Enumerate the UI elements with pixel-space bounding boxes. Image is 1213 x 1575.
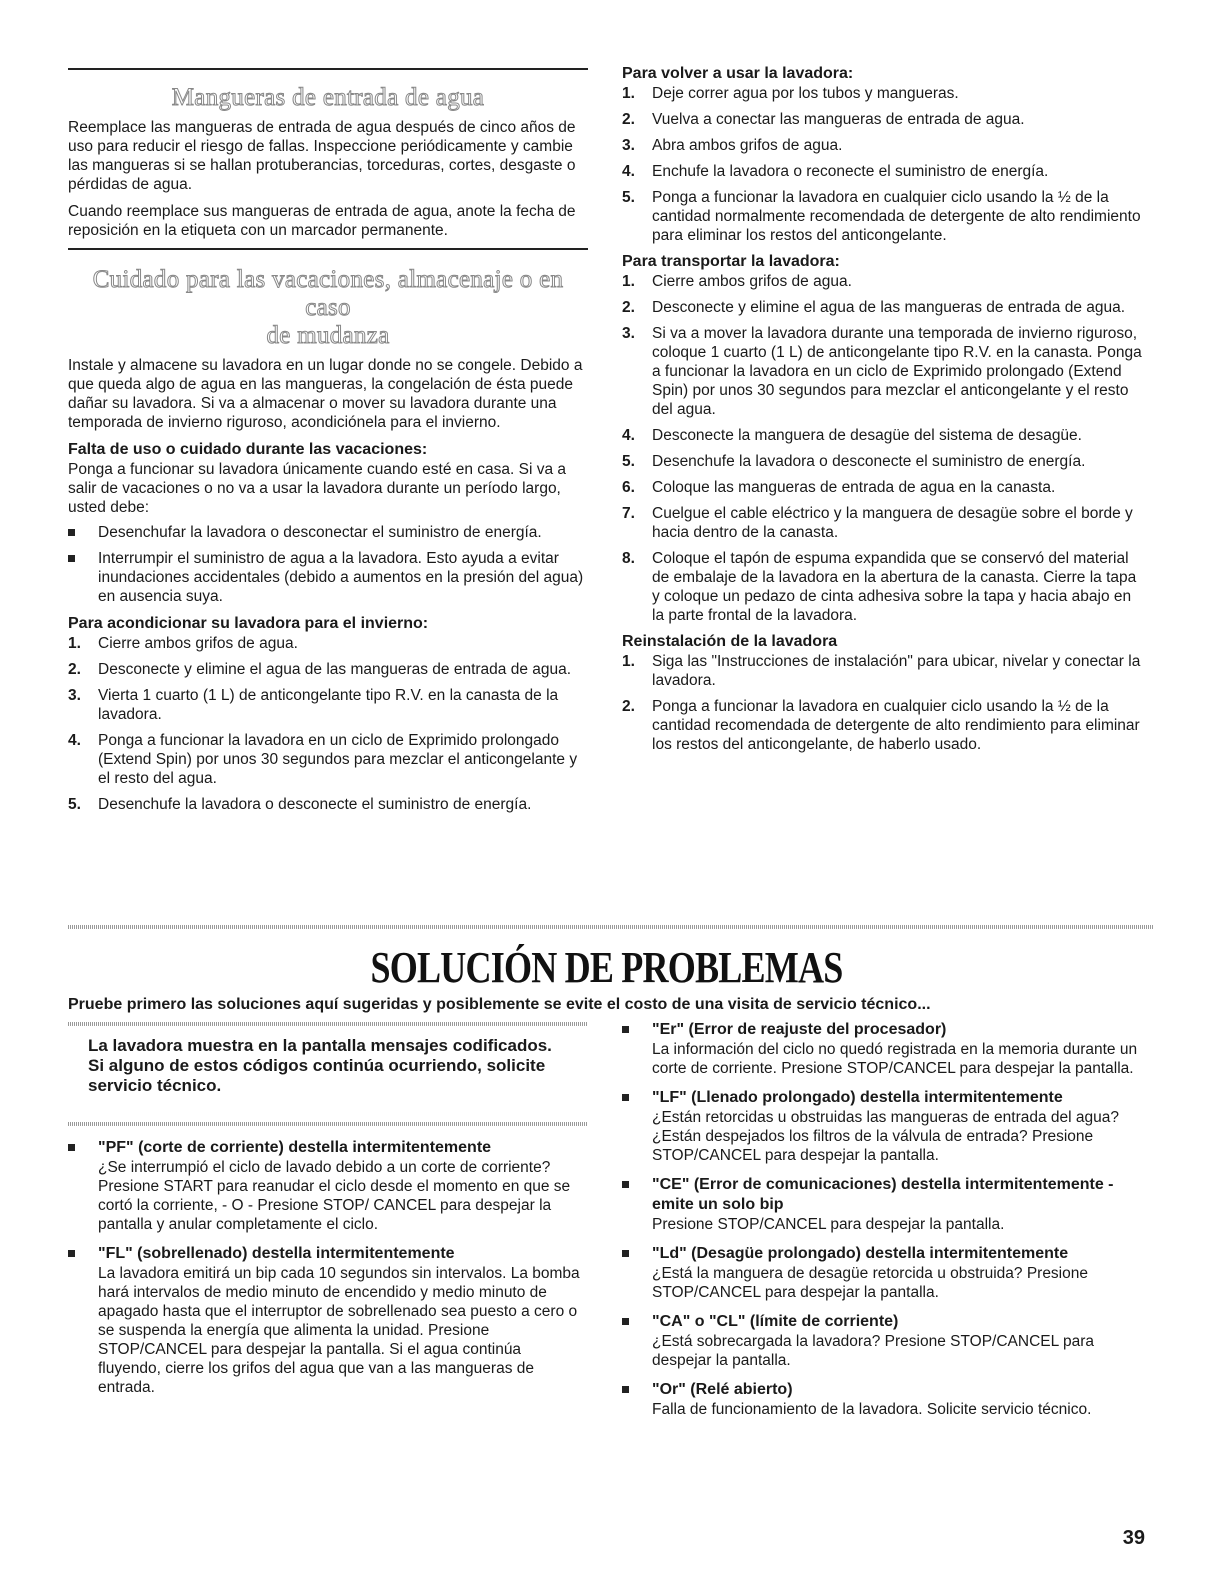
codes-notice-line-2: Si alguno de estos códigos continúa ocurriendo, solicite servicio técnico. [88, 1056, 546, 1095]
codes-notice-line-1: La lavadora muestra en la pantalla mensajes codificados. [88, 1036, 552, 1055]
list-item: 2. Desconecte y elimine el agua de las mangueras de entrada de agua. [622, 299, 1126, 316]
hoses-title: Mangueras de entrada de agua [171, 84, 485, 111]
bullet-icon [622, 1318, 629, 1325]
bullet-icon [68, 529, 75, 536]
code-text: ¿Se interrumpió el ciclo de lavado debido a un corte de corriente? Presione START para reanudar el ciclo desde el momento en que se cortó la corriente, - O - Presione STOP/ CANCEL para despejar la pantalla y anular completamente el ciclo. [98, 1159, 571, 1233]
list-item: 2. Ponga a funcionar la lavadora en cualquier ciclo usando la ½ de la cantidad recomendada de detergente de alto rendimiento para eliminar los restos del anticongelante, de haberlo usado. [622, 698, 1140, 753]
list-item: 5. Desenchufe la lavadora o desconecte el suministro de energía. [622, 453, 1086, 470]
section-rule [68, 68, 588, 70]
box-bottom-border [68, 1122, 588, 1126]
winter-heading: Para acondicionar su lavadora para el invierno: [68, 615, 429, 632]
bullet-icon [622, 1026, 629, 1033]
code-text: ¿Está la manguera de desagüe retorcida u obstruida? Presione STOP/CANCEL para despejar la pantalla. [652, 1265, 1088, 1301]
code-title: "LF" (Llenado prolongado) destella intermitentemente [652, 1089, 1063, 1106]
reuse-steps [622, 84, 1144, 245]
list-item: 6. Coloque las mangueras de entrada de agua en la canasta. [622, 479, 1056, 496]
hoses-paragraph-1: Reemplace las mangueras de entrada de agua después de cinco años de uso para reducir el riesgo de fallas. Inspeccione periódicamente y cambie las mangueras si se hallan protuberancias, torceduras, cortes, desgaste o pérdidas de agua. [68, 119, 576, 193]
page-number: 39 [1122, 1527, 1145, 1549]
code-text: ¿Está sobrecargada la lavadora? Presione STOP/CANCEL para despejar la pantalla. [652, 1333, 1094, 1369]
care-paragraph: Instale y almacene su lavadora en un lugar donde no se congele. Debido a que queda algo de agua en las mangueras, la congelación de ésta puede dañar su lavadora. Si va a almacenar o mover su lavadora durante una temporada de invierno riguroso, acondiciónela para el invierno. [68, 357, 583, 431]
section-rule [68, 248, 588, 250]
right-column [622, 64, 1144, 761]
transport-heading: Para transportar la lavadora: [622, 253, 840, 270]
vacation-paragraph: Ponga a funcionar su lavadora únicamente cuando esté en casa. Si va a salir de vacaciones o no va a usar la lavadora durante un período largo, usted debe: [68, 461, 567, 516]
transport-steps [622, 272, 1144, 625]
list-item: 2. Vuelva a conectar las mangueras de entrada de agua. [622, 111, 1025, 128]
list-item [68, 1244, 588, 1397]
reinstall-heading: Reinstalación de la lavadora [622, 633, 838, 650]
list-item: 8. Coloque el tapón de espuma expandida que se conservó del material de embalaje de la lavadora en la abertura de la canasta. Cierre la tapa y coloque un pedazo de cinta adhesiva sobre la tapa y hacia abajo en la parte frontal de la lavadora. [622, 550, 1137, 624]
bullet-icon [622, 1181, 629, 1188]
codes-list-left [68, 1138, 588, 1407]
list-item: 5. Ponga a funcionar la lavadora en cualquier ciclo usando la ½ de la cantidad normalmente recomendada de detergente de alto rendimiento para eliminar los restos del anticongelante. [622, 189, 1141, 244]
list-item: 4. Ponga a funcionar la lavadora en un ciclo de Exprimido prolongado (Extend Spin) por unos 30 segundos para mezclar el anticongelante y el resto del agua. [68, 732, 578, 787]
list-item [622, 1020, 1144, 1078]
code-title: "PF" (corte de corriente) destella intermitentemente [98, 1139, 492, 1156]
code-title: "Ld" (Desagüe prolongado) destella intermitentemente [652, 1245, 1069, 1262]
box-top-border [68, 1022, 588, 1026]
bullet-icon [622, 1250, 629, 1257]
list-item: 7. Cuelgue el cable eléctrico y la manguera de desagüe sobre el borde y hacia dentro de la canasta. [622, 505, 1133, 541]
list-item [68, 1138, 588, 1234]
list-item: 1. Siga las "Instrucciones de instalación" para ubicar, nivelar y conectar la lavadora. [622, 653, 1141, 689]
list-item [622, 1244, 1144, 1302]
code-title: "FL" (sobrellenado) destella intermitentemente [98, 1245, 455, 1262]
winter-steps [68, 634, 588, 814]
code-title: "CE" (Error de comunicaciones) destella intermitentemente - emite un solo bip [652, 1176, 1114, 1213]
list-item [622, 1088, 1144, 1165]
troubleshooting-title: SOLUCIÓN DE PROBLEMAS [370, 943, 843, 992]
list-item: 2. Desconecte y elimine el agua de las mangueras de entrada de agua. [68, 661, 572, 678]
code-text: La información del ciclo no quedó registrada en la memoria durante un corte de corriente. Presione STOP/CANCEL para despejar la pantalla. [652, 1041, 1138, 1077]
list-item: 3. Vierta 1 cuarto (1 L) de anticongelante tipo R.V. en la canasta de la lavadora. [68, 687, 559, 723]
list-item: 4. Desconecte la manguera de desagüe del sistema de desagüe. [622, 427, 1082, 444]
list-item: 3. Si va a mover la lavadora durante una temporada de invierno riguroso, coloque 1 cuarto (1 L) de anticongelante tipo R.V. en la canasta. Ponga a funcionar la lavadora en un ciclo de Exprimido prolongado (Extend Spin) por unos 30 segundos para mezclar el anticongelante y el resto del agua. [622, 325, 1142, 418]
troubleshooting-intro: Pruebe primero las soluciones aquí sugeridas y posiblemente se evite el costo de una visita de servicio técnico... [68, 996, 931, 1013]
vacation-list [68, 523, 588, 606]
bullet-icon [622, 1094, 629, 1101]
list-item: Interrumpir el suministro de agua a la lavadora. Esto ayuda a evitar inundaciones accidentales (debido a aumentos en la presión del agua) en ausencia suya. [68, 549, 588, 606]
section-divider [68, 925, 1153, 929]
list-item: Desenchufar la lavadora o desconectar el suministro de energía. [68, 523, 588, 542]
list-item: 1. Cierre ambos grifos de agua. [68, 635, 298, 652]
care-title-line-1: Cuidado para las vacaciones, almacenaje o en caso [92, 266, 564, 321]
code-title: "Or" (Relé abierto) [652, 1381, 793, 1398]
code-text: Presione STOP/CANCEL para despejar la pantalla. [652, 1216, 1005, 1233]
code-text: Falla de funcionamiento de la lavadora. Solicite servicio técnico. [652, 1401, 1092, 1418]
bullet-icon [68, 1144, 75, 1151]
codes-notice-box [68, 1022, 588, 1104]
list-item: 5. Desenchufe la lavadora o desconecte el suministro de energía. [68, 796, 532, 813]
list-item [622, 1312, 1144, 1370]
code-text: La lavadora emitirá un bip cada 10 segundos sin intervalos. La bomba hará intervalos de medio minuto de encendido y medio minuto de apagado hasta que el interruptor de sobrellenado sea puesto a cero o se suspenda la energía que alimenta la unidad. Presione STOP/CANCEL para despejar la pantalla. Si el agua continúa fluyendo, cierre los grifos del agua que van a las mangueras de entrada. [98, 1265, 580, 1396]
reinstall-steps [622, 652, 1144, 754]
codes-list-right [622, 1020, 1144, 1429]
list-item: 4. Enchufe la lavadora o reconecte el suministro de energía. [622, 163, 1049, 180]
bullet-icon [68, 555, 75, 562]
code-text: ¿Están retorcidas u obstruidas las mangueras de entrada del agua? ¿Están despejados los filtros de la válvula de entrada? Presione STOP/CANCEL para despejar la pantalla. [652, 1109, 1120, 1164]
list-item [622, 1380, 1144, 1419]
list-item: 1. Deje correr agua por los tubos y mangueras. [622, 85, 959, 102]
hoses-paragraph-2: Cuando reemplace sus mangueras de entrada de agua, anote la fecha de reposición en la etiqueta con un marcador permanente. [68, 203, 576, 239]
left-column [68, 58, 588, 821]
care-title-line-2: de mudanza [266, 322, 390, 349]
code-title: "CA" o "CL" (límite de corriente) [652, 1313, 899, 1330]
bullet-icon [68, 1250, 75, 1257]
list-item: 1. Cierre ambos grifos de agua. [622, 273, 852, 290]
vacation-heading: Falta de uso o cuidado durante las vacaciones: [68, 441, 428, 458]
code-title: "Er" (Error de reajuste del procesador) [652, 1021, 947, 1038]
list-item [622, 1175, 1144, 1234]
list-item: 3. Abra ambos grifos de agua. [622, 137, 843, 154]
reuse-heading: Para volver a usar la lavadora: [622, 65, 854, 82]
bullet-icon [622, 1386, 629, 1393]
